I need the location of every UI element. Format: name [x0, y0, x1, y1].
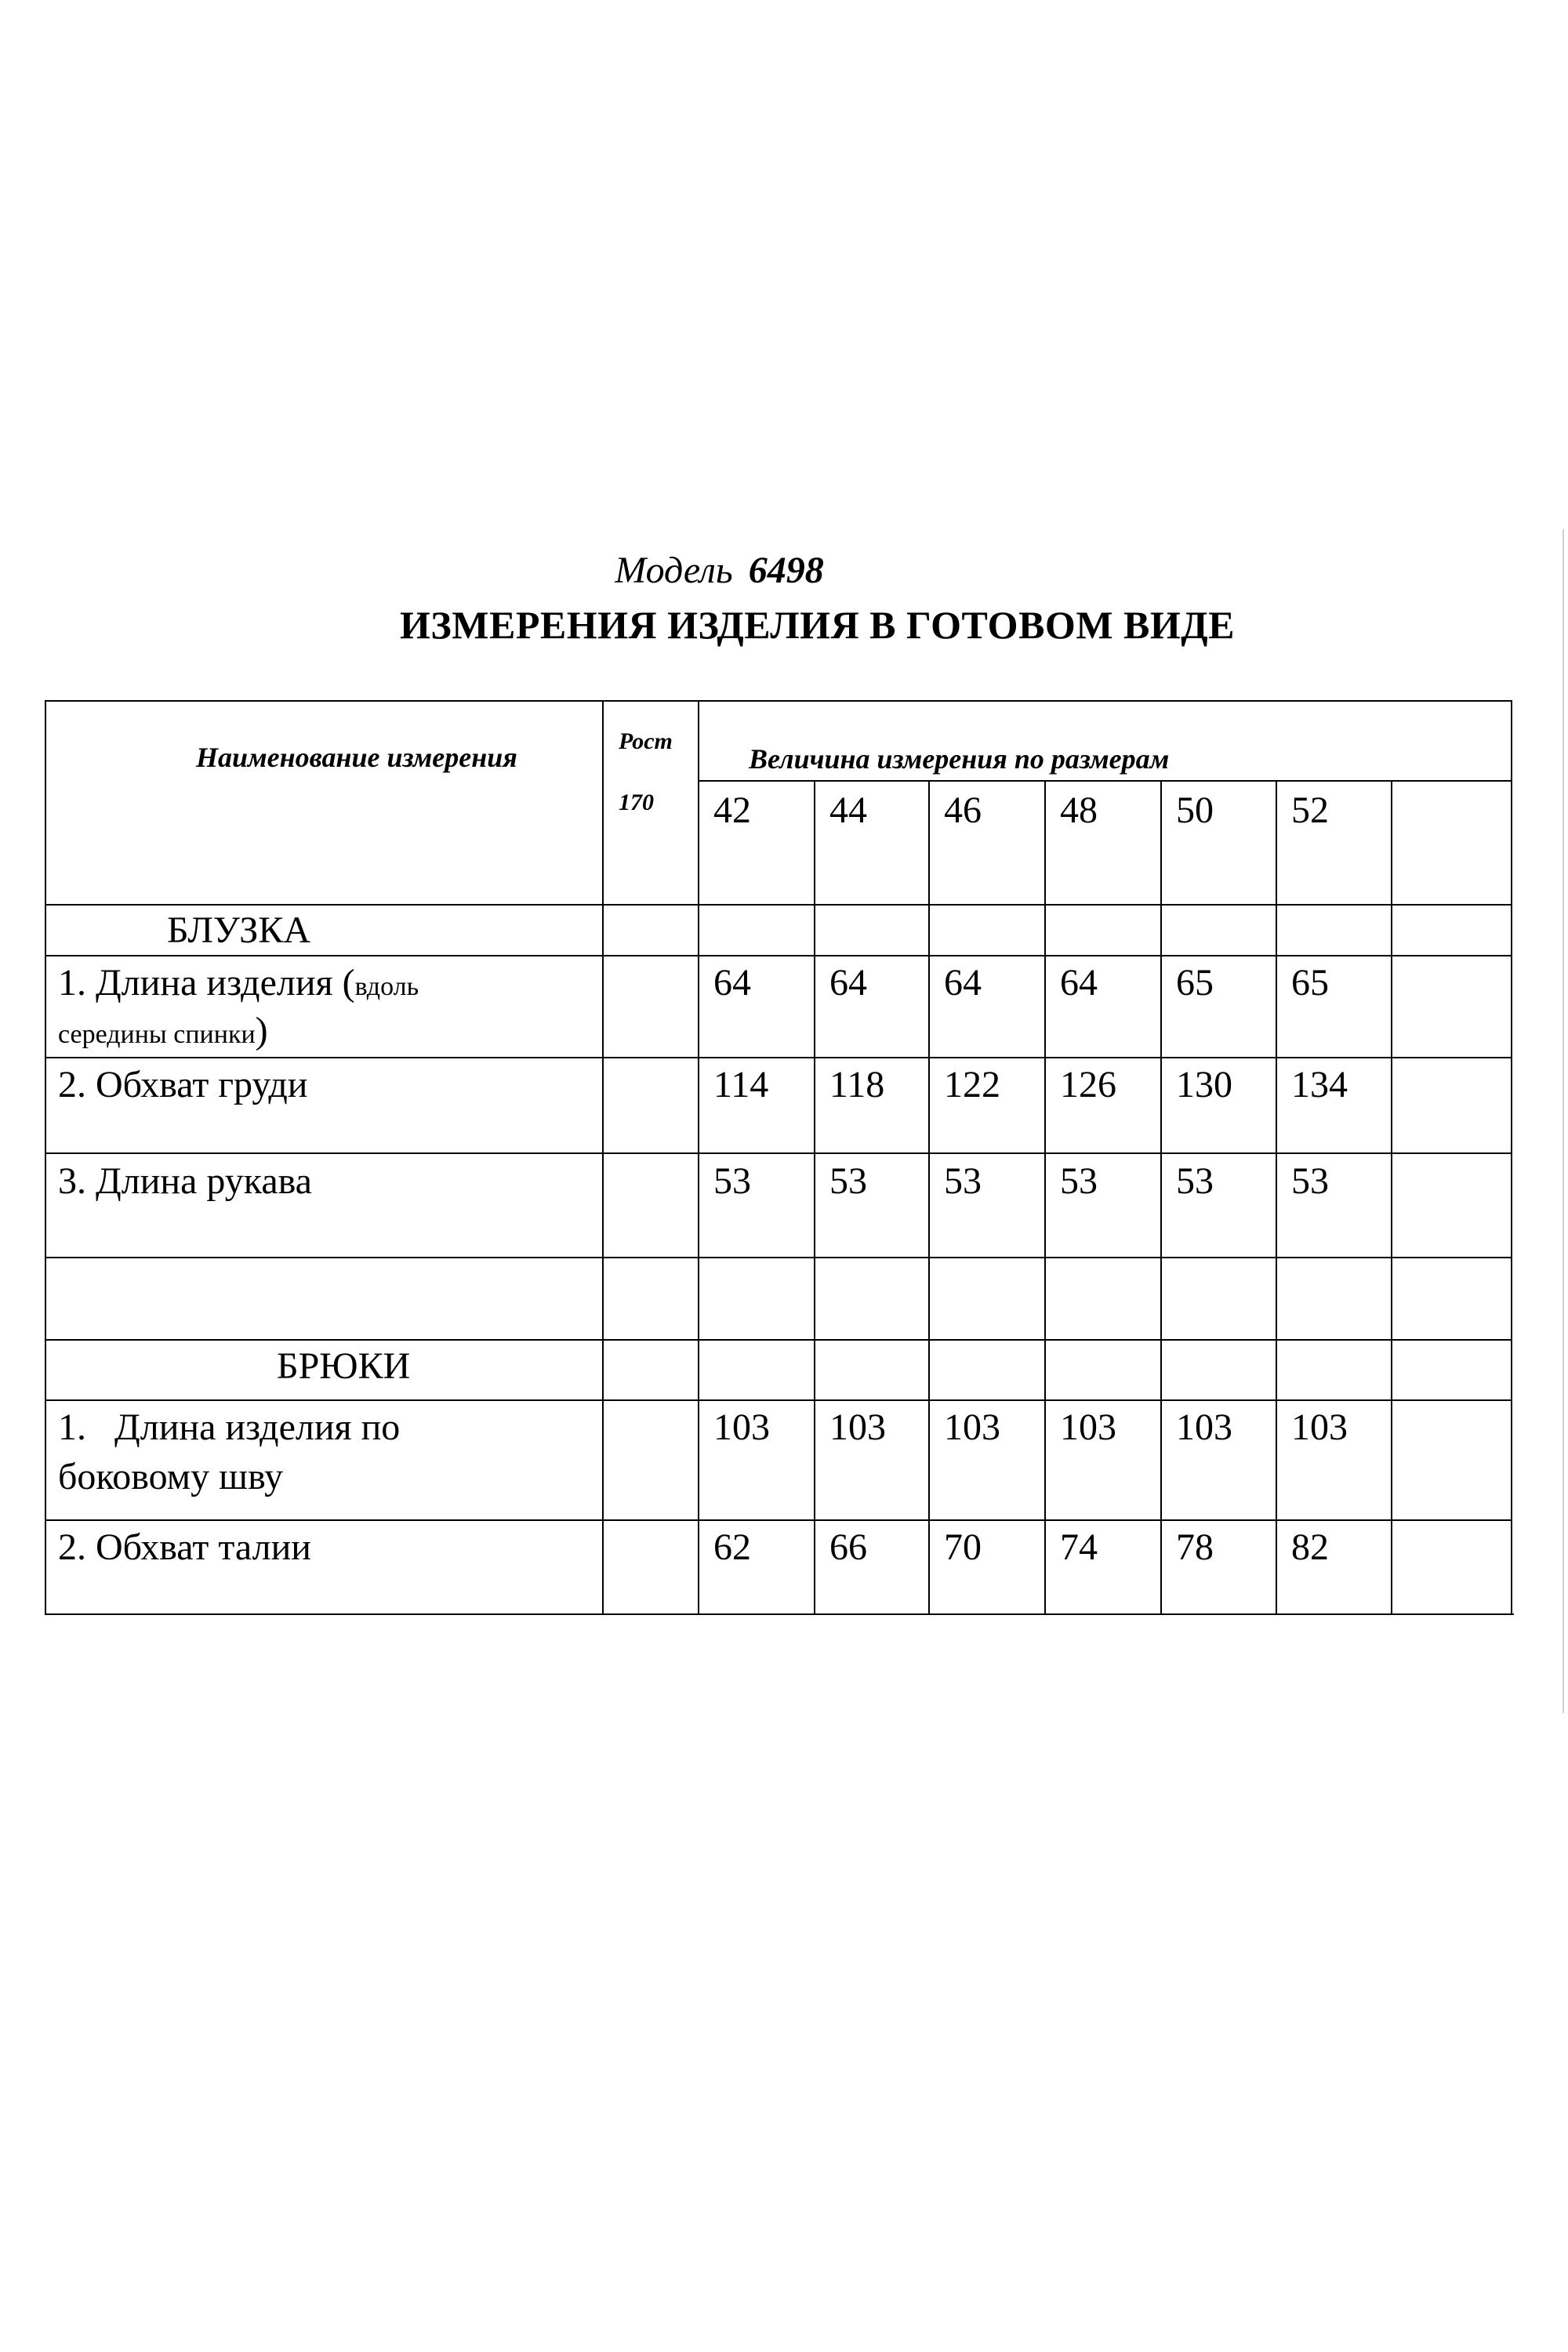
row-label: 3. Длина рукава — [58, 1160, 312, 1202]
value-cell: 103 — [713, 1406, 770, 1448]
value-cell: 70 — [944, 1526, 982, 1568]
value-cell: 103 — [1291, 1406, 1348, 1448]
value-cell: 134 — [1291, 1064, 1348, 1105]
size-header: 46 — [944, 789, 982, 831]
value-cell: 130 — [1176, 1064, 1232, 1105]
value-cell: 122 — [944, 1064, 1000, 1105]
value-cell: 64 — [1060, 962, 1098, 1004]
col-divider — [1276, 780, 1277, 1615]
table-border-left — [45, 700, 46, 1615]
col-divider — [602, 700, 604, 1615]
row-divider — [45, 904, 1512, 906]
model-label: Модель — [615, 550, 733, 591]
row-divider — [45, 1339, 1512, 1341]
measurements-table — [45, 700, 1512, 1615]
header-measurement-name: Наименование измерения — [196, 742, 517, 773]
value-cell: 64 — [944, 962, 982, 1004]
value-cell: 53 — [944, 1160, 982, 1202]
row-divider — [45, 1399, 1512, 1401]
value-cell: 53 — [1060, 1160, 1098, 1202]
model-title — [0, 549, 1439, 592]
size-header: 50 — [1176, 789, 1214, 831]
section-title-trousers: БРЮКИ — [277, 1345, 411, 1387]
value-cell: 65 — [1176, 962, 1214, 1004]
value-cell: 126 — [1060, 1064, 1116, 1105]
row-divider — [45, 955, 1512, 956]
value-cell: 64 — [713, 962, 751, 1004]
value-cell: 103 — [829, 1406, 886, 1448]
value-cell: 103 — [1060, 1406, 1116, 1448]
row-divider — [45, 1057, 1512, 1058]
header-rost-value: 170 — [619, 789, 654, 815]
row-label: 1. Длина изделия (вдоль — [58, 962, 419, 1004]
table-border-top — [45, 700, 1512, 702]
section-title-blouse: БЛУЗКА — [167, 909, 310, 951]
value-cell: 103 — [944, 1406, 1000, 1448]
value-cell: 114 — [713, 1064, 769, 1105]
col-divider — [814, 780, 815, 1615]
row-label: 1. Длина изделия по — [58, 1406, 401, 1448]
size-header: 42 — [713, 789, 751, 831]
col-divider — [1160, 780, 1162, 1615]
model-number: 6498 — [748, 550, 824, 591]
value-cell: 78 — [1176, 1526, 1214, 1568]
document-title: ИЗМЕРЕНИЯ ИЗДЕЛИЯ В ГОТОВОМ ВИДЕ — [400, 603, 1235, 647]
value-cell: 64 — [829, 962, 867, 1004]
value-cell: 62 — [713, 1526, 751, 1568]
row-divider — [45, 1257, 1512, 1258]
value-cell: 65 — [1291, 962, 1329, 1004]
col-divider — [928, 780, 930, 1615]
row-label-continued: боковому шву — [58, 1456, 284, 1497]
value-cell: 103 — [1176, 1406, 1232, 1448]
page-edge-line — [1563, 529, 1564, 1713]
size-header: 52 — [1291, 789, 1329, 831]
value-cell: 74 — [1060, 1526, 1098, 1568]
value-cell: 53 — [713, 1160, 751, 1202]
value-cell: 66 — [829, 1526, 867, 1568]
header-rost-label: Рост — [619, 728, 673, 754]
table-border-bottom — [45, 1613, 1514, 1615]
col-divider — [1044, 780, 1046, 1615]
value-cell: 53 — [1176, 1160, 1214, 1202]
value-cell: 82 — [1291, 1526, 1329, 1568]
row-divider — [45, 1519, 1512, 1521]
value-cell: 118 — [829, 1064, 885, 1105]
header-size-values: Величина измерения по размерам — [749, 743, 1170, 775]
size-header: 44 — [829, 789, 867, 831]
row-label-continued: середины спинки) — [58, 1010, 268, 1051]
table-border-right — [1511, 700, 1512, 1615]
value-cell: 53 — [1291, 1160, 1329, 1202]
col-divider — [698, 700, 699, 1615]
size-header: 48 — [1060, 789, 1098, 831]
row-divider — [45, 1152, 1512, 1154]
row-label: 2. Обхват талии — [58, 1526, 311, 1568]
row-label: 2. Обхват груди — [58, 1064, 308, 1105]
value-cell: 53 — [829, 1160, 867, 1202]
col-divider — [1391, 780, 1392, 1615]
